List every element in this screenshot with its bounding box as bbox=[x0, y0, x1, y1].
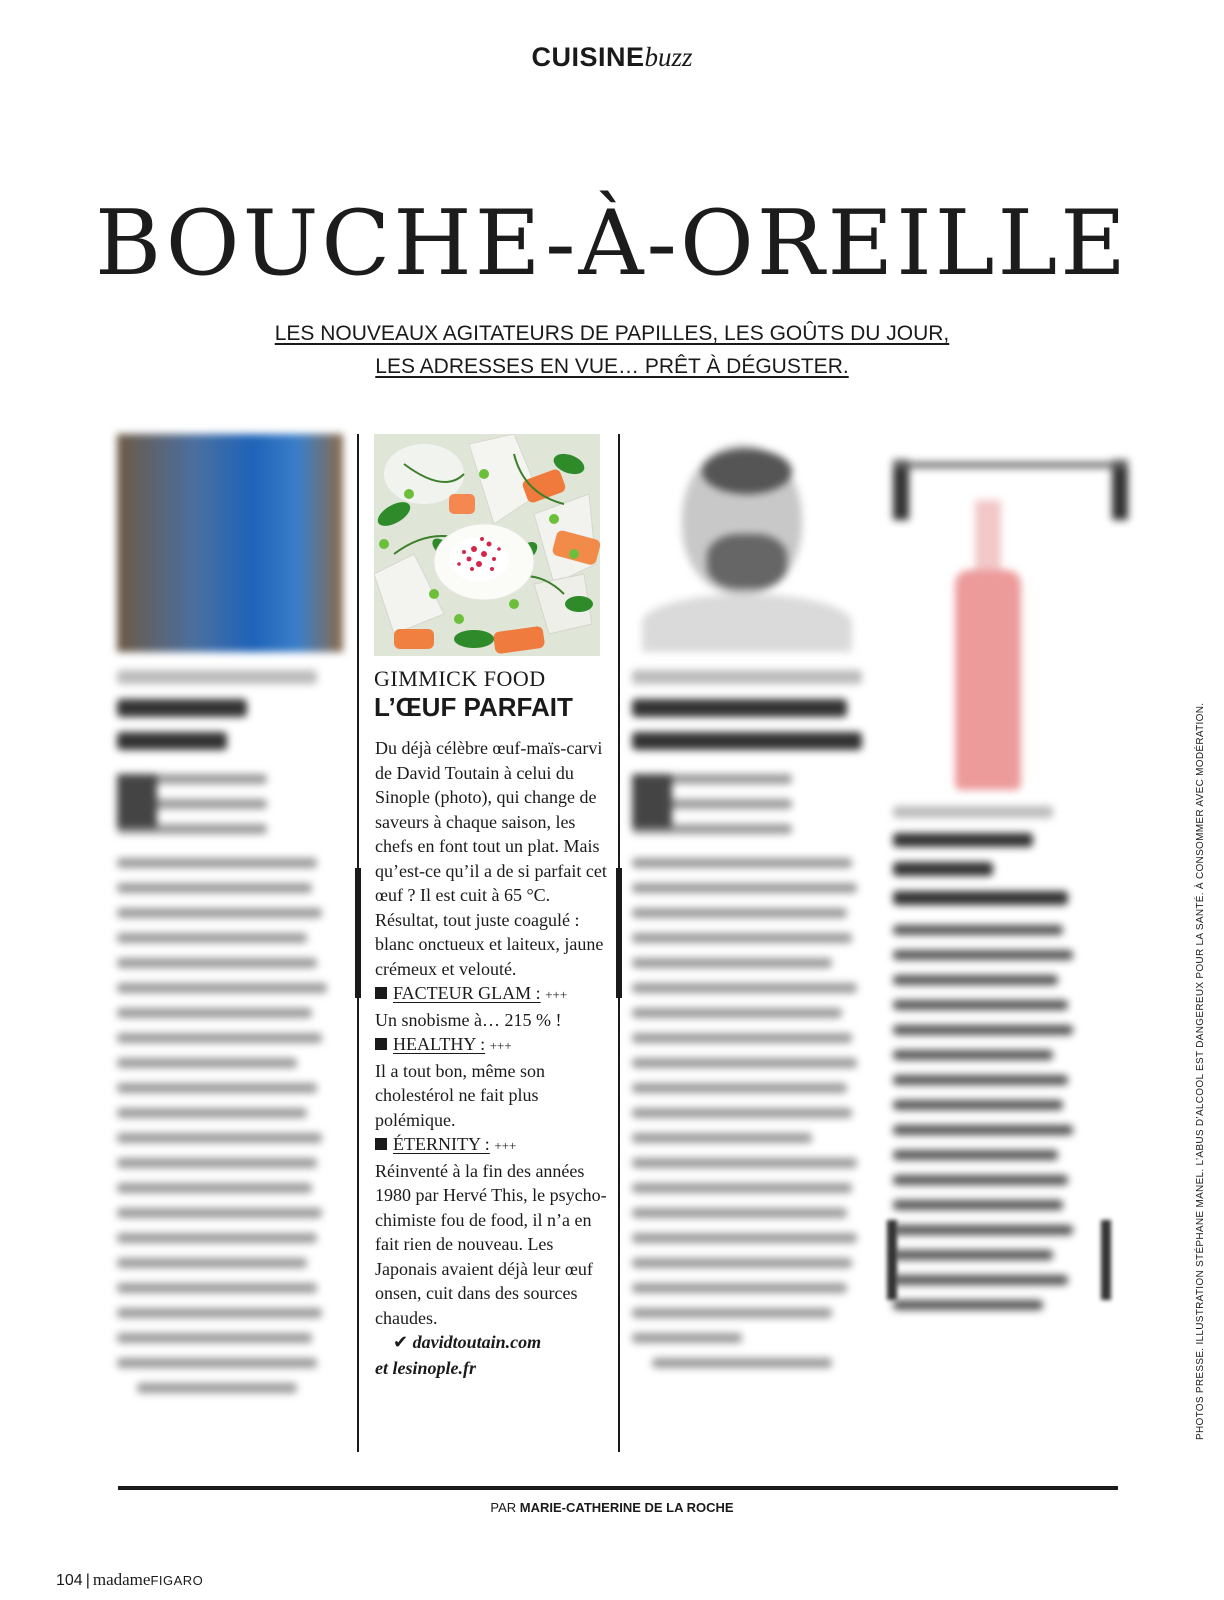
rubric-italic: buzz bbox=[644, 42, 693, 72]
criterion-glam bbox=[375, 981, 610, 1032]
deck-line-1: LES NOUVEAUX AGITATEURS DE PAPILLES, LES GOÛTS DU JOUR, bbox=[274, 322, 950, 345]
article-kicker: GIMMICK FOOD bbox=[374, 666, 546, 691]
criterion-text: Réinventé à la fin des années 1980 par Hervé This, le psycho-chimiste fou de food, il n’a en fait rien de nouveau. Les Japonais avaient déjà leur œuf onsen, cuit dans des sources chaudes. bbox=[375, 1160, 607, 1328]
criterion-rating: +++ bbox=[494, 1138, 517, 1153]
folio-brand-madame: madame bbox=[92, 1570, 151, 1589]
square-bullet-icon bbox=[375, 1038, 387, 1050]
checkmark-icon: ✔ bbox=[393, 1332, 409, 1353]
square-bullet-icon bbox=[375, 1138, 387, 1150]
section-rubric bbox=[0, 42, 1224, 73]
column-4-text-blur bbox=[893, 806, 1128, 1310]
rubric-bold: CUISINE bbox=[531, 42, 645, 72]
link-lesinople[interactable]: et lesinople.fr bbox=[375, 1357, 476, 1378]
criterion-eternity bbox=[375, 1132, 610, 1330]
dish-photo bbox=[374, 434, 600, 656]
portrait-illustration bbox=[632, 434, 872, 652]
article-title: L’ŒUF PARFAIT bbox=[374, 692, 573, 722]
column-1-photo bbox=[117, 434, 343, 652]
column-4-bracket-left bbox=[887, 1220, 897, 1300]
criterion-label: HEALTHY : bbox=[393, 1034, 486, 1054]
column-4-blurred bbox=[893, 460, 1128, 1380]
bottom-rule bbox=[118, 1486, 1118, 1490]
byline bbox=[0, 1500, 1224, 1515]
criterion-rating: +++ bbox=[489, 1038, 512, 1053]
criterion-label: ÉTERNITY : bbox=[393, 1134, 490, 1154]
folio-separator: | bbox=[85, 1572, 90, 1589]
article-intro: Du déjà célèbre œuf-maïs-carvi de David Toutain à celui du Sinople (photo), qui change de saveurs à chaque saison, les chefs en font tout un plat. Mais qu’est-ce qu’il a de si parfait cet œuf ? Il est cuit à 65 °C. Résultat, tout juste coagulé : blanc onctueux et laiteux, jaune crémeux et velouté. bbox=[375, 738, 607, 979]
byline-prefix: PAR bbox=[490, 1500, 517, 1515]
photo-credits: PHOTOS PRESSE. ILLUSTRATION STÉPHANE MANEL. L’ABUS D’ALCOOL EST DANGEREUX POUR LA SANTÉ. À CONSOMMER AVEC MODÉRATION. bbox=[1195, 702, 1206, 1440]
criterion-rating: +++ bbox=[545, 987, 568, 1002]
egg-dish-image bbox=[374, 434, 600, 656]
criterion-text: Un snobisme à… 215 % ! bbox=[375, 1009, 562, 1030]
criterion-healthy bbox=[375, 1032, 610, 1132]
column-1-text-blur bbox=[117, 670, 343, 1393]
column-3-blurred bbox=[632, 434, 872, 1454]
deck-line-2: LES ADRESSES EN VUE… PRÊT À DÉGUSTER. bbox=[375, 355, 849, 378]
article-body bbox=[375, 736, 610, 1380]
article-links bbox=[375, 1330, 610, 1356]
byline-author: MARIE-CATHERINE DE LA ROCHE bbox=[519, 1500, 734, 1515]
deck bbox=[0, 317, 1224, 383]
folio-brand-figaro: FIGARO bbox=[150, 1573, 204, 1588]
criterion-label: FACTEUR GLAM : bbox=[393, 983, 541, 1003]
page-number: 104 bbox=[56, 1572, 83, 1589]
column-4-bracket-right bbox=[1101, 1220, 1111, 1300]
column-3-text-blur bbox=[632, 670, 872, 1368]
column-1-blurred bbox=[117, 434, 343, 1454]
square-bullet-icon bbox=[375, 987, 387, 999]
criterion-text: Il a tout bon, même son cholestérol ne fait plus polémique. bbox=[375, 1060, 545, 1130]
page-headline: BOUCHE-À-OREILLE bbox=[94, 191, 1129, 296]
column-rule-right-accent bbox=[616, 868, 622, 998]
folio bbox=[56, 1570, 203, 1590]
column-rule-left-accent bbox=[355, 868, 361, 998]
link-davidtoutain[interactable]: davidtoutain.com bbox=[412, 1332, 542, 1352]
wine-bottle-photo bbox=[893, 460, 1128, 800]
